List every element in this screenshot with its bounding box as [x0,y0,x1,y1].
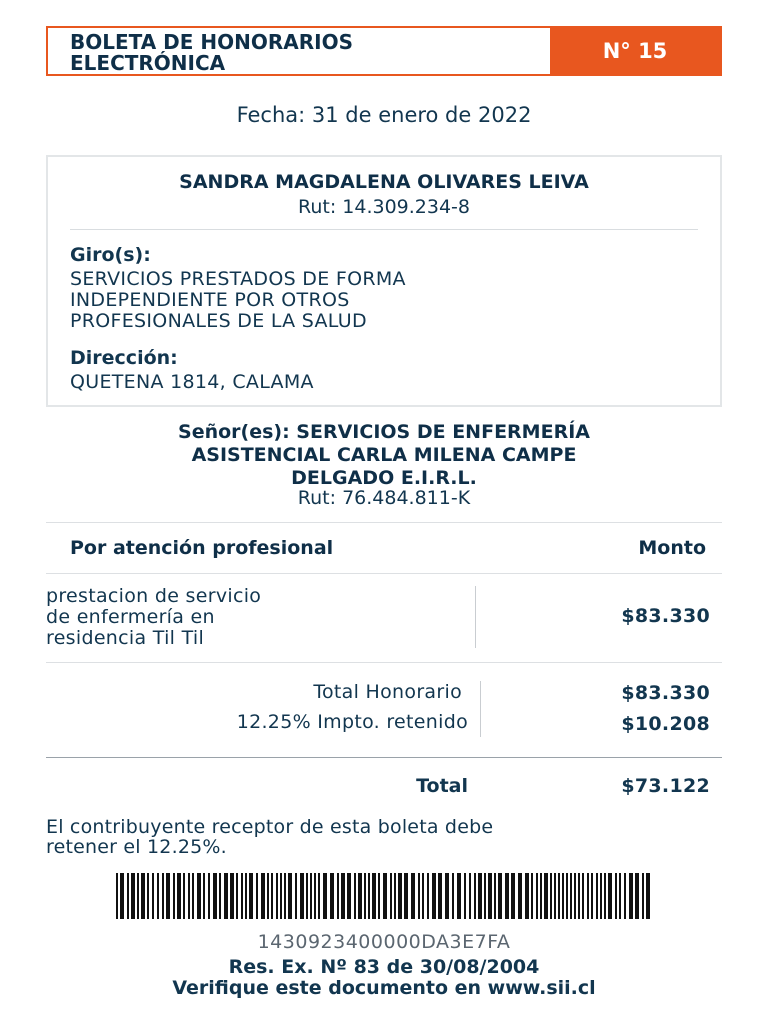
barcode-bar [261,873,265,919]
barcode-bar [394,873,396,919]
barcode-bar [166,873,170,919]
receiver-name [0,421,768,490]
barcode-bar [554,873,556,919]
barcode-bar [427,873,429,919]
barcode-bar [582,873,584,919]
barcode-bar [558,873,560,919]
barcode-bar [635,873,639,919]
barcode-bar [173,873,175,919]
column-divider [480,681,481,737]
barcode-bar [116,873,118,919]
barcode-bar [120,873,124,919]
issuer-rut: Rut: 14.309.234-8 [297,196,470,218]
barcode-bar [398,873,402,919]
barcode-bar [390,873,392,919]
barcode-bar [587,873,589,919]
direccion-label: Dirección: [70,347,178,369]
document-title [48,28,550,74]
barcode-bar [642,873,644,919]
total-honorario-value: $83.330 [621,682,710,704]
barcode-bar [203,873,205,919]
document-header [46,26,722,76]
giro-line: SERVICIOS PRESTADOS DE FORMA [70,268,406,290]
barcode-bar [236,873,238,919]
barcode-bar [127,873,129,919]
divider [46,522,722,523]
barcode-bar [518,873,522,919]
barcode-bar [368,873,370,919]
barcode-bar [457,873,461,919]
barcode-bar [536,873,538,919]
barcode-bar [452,873,454,919]
barcode-bar [484,873,486,919]
barcode-bar [464,873,466,919]
total-label: Total [416,775,468,797]
barcode-bar [152,873,154,919]
barcode-bar [141,873,145,919]
barcode-bar [378,873,380,919]
barcode-bar [208,873,210,919]
barcode-bar [276,873,278,919]
col-header-description: Por atención profesional [70,537,334,559]
barcode-bar [192,873,194,919]
barcode-bar [574,873,576,919]
barcode-bar [596,873,598,919]
barcode-bar [604,873,606,919]
barcode-bar [488,873,492,919]
barcode-bar [354,873,356,919]
barcode-bar [230,873,234,919]
barcode-bar [318,873,320,919]
barcode-bar [615,873,617,919]
barcode-bar [418,873,420,919]
barcode-bar [364,873,366,919]
receiver-line: ASISTENCIAL CARLA MILENA CAMPE [191,444,577,466]
barcode [116,873,654,919]
barcode-bar [608,873,612,919]
barcode-bar [249,873,253,919]
column-divider [475,586,476,648]
barcode-bar [137,873,139,919]
barcode-bar [197,873,201,919]
barcode-bar [219,873,221,919]
barcode-bar [177,873,181,919]
verify-text: Verifique este documento en www.sii.cl [172,977,596,999]
barcode-bar [432,873,436,919]
barcode-bar [314,873,316,919]
barcode-bar [624,873,626,919]
barcode-bar [213,873,217,919]
title-line-2: ELECTRÓNICA [70,51,226,75]
barcode-bar [540,873,542,919]
total-value: $73.122 [621,775,710,797]
barcode-bar [619,873,621,919]
item-line: de enfermería en [46,606,215,628]
barcode-bar [591,873,593,919]
barcode-bar [267,873,269,919]
receiver-rut: Rut: 76.484.811-K [297,487,471,509]
barcode-bar [256,873,258,919]
giro-label: Giro(s): [70,244,151,266]
retention-note [46,817,726,857]
barcode-bar [224,873,228,919]
issuer-box [46,155,722,407]
barcode-bar [284,873,286,919]
document-number: N° 15 [550,28,720,74]
barcode-bar [422,873,424,919]
giro-value [70,269,698,332]
barcode-bar [550,873,552,919]
receiver-line: Señor(es): SERVICIOS DE ENFERMERÍA [178,421,590,443]
barcode-bar [372,873,376,919]
barcode-bar [330,873,334,919]
total-honorario-label: Total Honorario [313,681,462,703]
barcode-bar [469,873,471,919]
direccion-value: QUETENA 1814, CALAMA [70,371,314,393]
barcode-bar [445,873,449,919]
barcode-bar [404,873,408,919]
barcode-bar [323,873,327,919]
barcode-bar [494,873,496,919]
barcode-bar [525,873,529,919]
barcode-bar [347,873,351,919]
barcode-bar [411,873,415,919]
barcode-bar [295,873,297,919]
barcode-bar [562,873,564,919]
barcode-bar [570,873,572,919]
barcode-bar [646,873,650,919]
barcode-bar [505,873,509,919]
barcode-bar [600,873,602,919]
barcode-bar [131,873,135,919]
title-line-1: BOLETA DE HONORARIOS [70,30,354,54]
resolution-text: Res. Ex. Nº 83 de 30/08/2004 [228,956,540,978]
barcode-bar [629,873,633,919]
barcode-bar [474,873,476,919]
barcode-bar [511,873,515,919]
col-header-amount: Monto [638,537,706,559]
barcode-bar [341,873,345,919]
note-line: retener el 12.25%. [46,836,227,858]
divider [46,757,722,758]
issue-date: Fecha: 31 de enero de 2022 [236,103,532,127]
barcode-bar [358,873,362,919]
barcode-bar [147,873,149,919]
barcode-bar [271,873,273,919]
barcode-bar [300,873,304,919]
barcode-bar [498,873,502,919]
giro-line: PROFESIONALES DE LA SALUD [70,310,367,332]
item-amount: $83.330 [621,605,710,627]
barcode-bar [245,873,247,919]
issuer-name: SANDRA MAGDALENA OLIVARES LEIVA [179,171,589,193]
divider [46,662,722,663]
item-line: prestacion de servicio [46,585,262,607]
barcode-bar [531,873,533,919]
barcode-bar [241,873,243,919]
barcode-bar [280,873,282,919]
barcode-bar [288,873,292,919]
barcode-bar [566,873,568,919]
issuer-divider [70,229,698,230]
receiver-line: DELGADO E.I.R.L. [291,467,477,489]
giro-line: INDEPENDIENTE POR OTROS [70,289,350,311]
barcode-bar [578,873,580,919]
item-description [46,586,386,649]
barcode-bar [544,873,548,919]
barcode-bar [438,873,442,919]
impuesto-label: 12.25% Impto. retenido [236,711,468,733]
barcode-bar [183,873,185,919]
barcode-bar [188,873,190,919]
barcode-bar [478,873,482,919]
impuesto-value: $10.208 [621,713,710,735]
barcode-bar [162,873,164,919]
barcode-bar [310,873,312,919]
barcode-bar [337,873,339,919]
note-line: El contribuyente receptor de esta boleta debe [46,816,494,838]
item-line: residencia Til Til [46,627,205,649]
barcode-bar [306,873,308,919]
barcode-code: 1430923400000DA3E7FA [257,931,511,953]
barcode-bar [383,873,387,919]
barcode-bar [157,873,159,919]
divider [46,573,722,574]
